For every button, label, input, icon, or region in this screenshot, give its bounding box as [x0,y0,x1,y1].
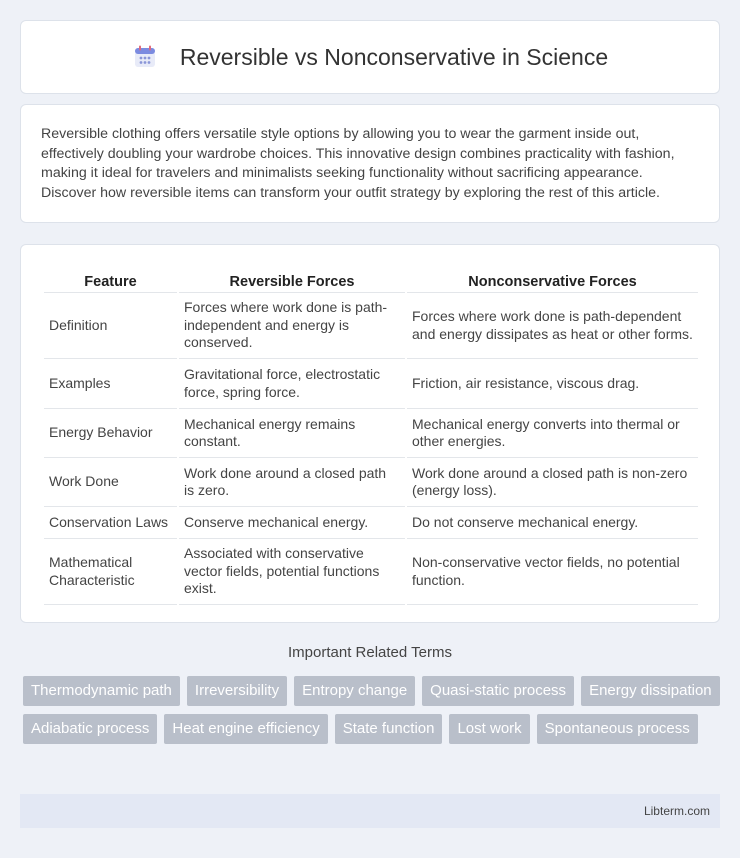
column-header: Feature [44,265,177,293]
table-cell: Conservation Laws [44,507,177,539]
table-cell: Forces where work done is path-dependent and energy dissipates as heat or other forms. [407,293,698,359]
table-cell: Mechanical energy converts into thermal or other energies. [407,409,698,458]
table-cell: Work done around a closed path is non-zero (energy loss). [407,458,698,507]
table-row [44,359,698,409]
related-term-tag[interactable]: Lost work [449,714,529,744]
footer [20,794,720,828]
related-term-tag[interactable]: Energy dissipation [581,676,720,706]
table-cell: Associated with conservative vector fields, potential functions exist. [179,539,405,605]
related-term-tag[interactable]: Heat engine efficiency [164,714,327,744]
related-term-tag[interactable]: Quasi-static process [422,676,574,706]
table-cell: Do not conserve mechanical energy. [407,507,698,539]
related-term-tag[interactable]: Spontaneous process [537,714,698,744]
column-header: Nonconservative Forces [407,265,698,293]
table-cell: Work Done [44,458,177,507]
calendar-icon [132,44,158,70]
related-terms-title: Important Related Terms [288,644,452,661]
table-cell: Forces where work done is path-independent and energy is conserved. [179,293,405,359]
related-term-tag[interactable]: Irreversibility [187,676,287,706]
table-cell: Work done around a closed path is zero. [179,458,405,507]
table-cell: Non-conservative vector fields, no potential function. [407,539,698,605]
column-header: Reversible Forces [179,265,405,293]
table-row [44,458,698,507]
table-cell: Friction, air resistance, viscous drag. [407,359,698,409]
related-term-tag[interactable]: Adiabatic process [23,714,157,744]
page-title: Reversible vs Nonconservative in Science [179,43,609,70]
related-term-tag[interactable]: Thermodynamic path [23,676,180,706]
table-row [44,507,698,539]
footer-site-name[interactable]: Libterm.com [643,804,710,818]
related-terms-list [23,676,723,744]
table-cell: Mechanical energy remains constant. [179,409,405,458]
intro-text: Reversible clothing offers versatile style options by allowing you to wear the garment inside out, effectively doubling your wardrobe choices. This innovative design combines practicality with fashion, making it ideal for travelers and minimalists seeking functionality without sacrificing appearance. Discover how reversible items can transform your outfit strategy by exploring the rest of this article. [41,126,675,201]
intro-card [20,104,720,223]
table-row [44,293,698,359]
table-cell: Energy Behavior [44,409,177,458]
related-term-tag[interactable]: State function [335,714,443,744]
table-row [44,539,698,605]
table-cell: Examples [44,359,177,409]
table-header-row [44,265,698,293]
table-cell: Mathematical Characteristic [44,539,177,605]
table-row [44,409,698,458]
comparison-table [42,265,700,605]
table-cell: Definition [44,293,177,359]
related-term-tag[interactable]: Entropy change [294,676,415,706]
table-cell: Gravitational force, electrostatic force, spring force. [179,359,405,409]
header-card [20,20,720,94]
table-cell: Conserve mechanical energy. [179,507,405,539]
comparison-table-card [20,244,720,623]
